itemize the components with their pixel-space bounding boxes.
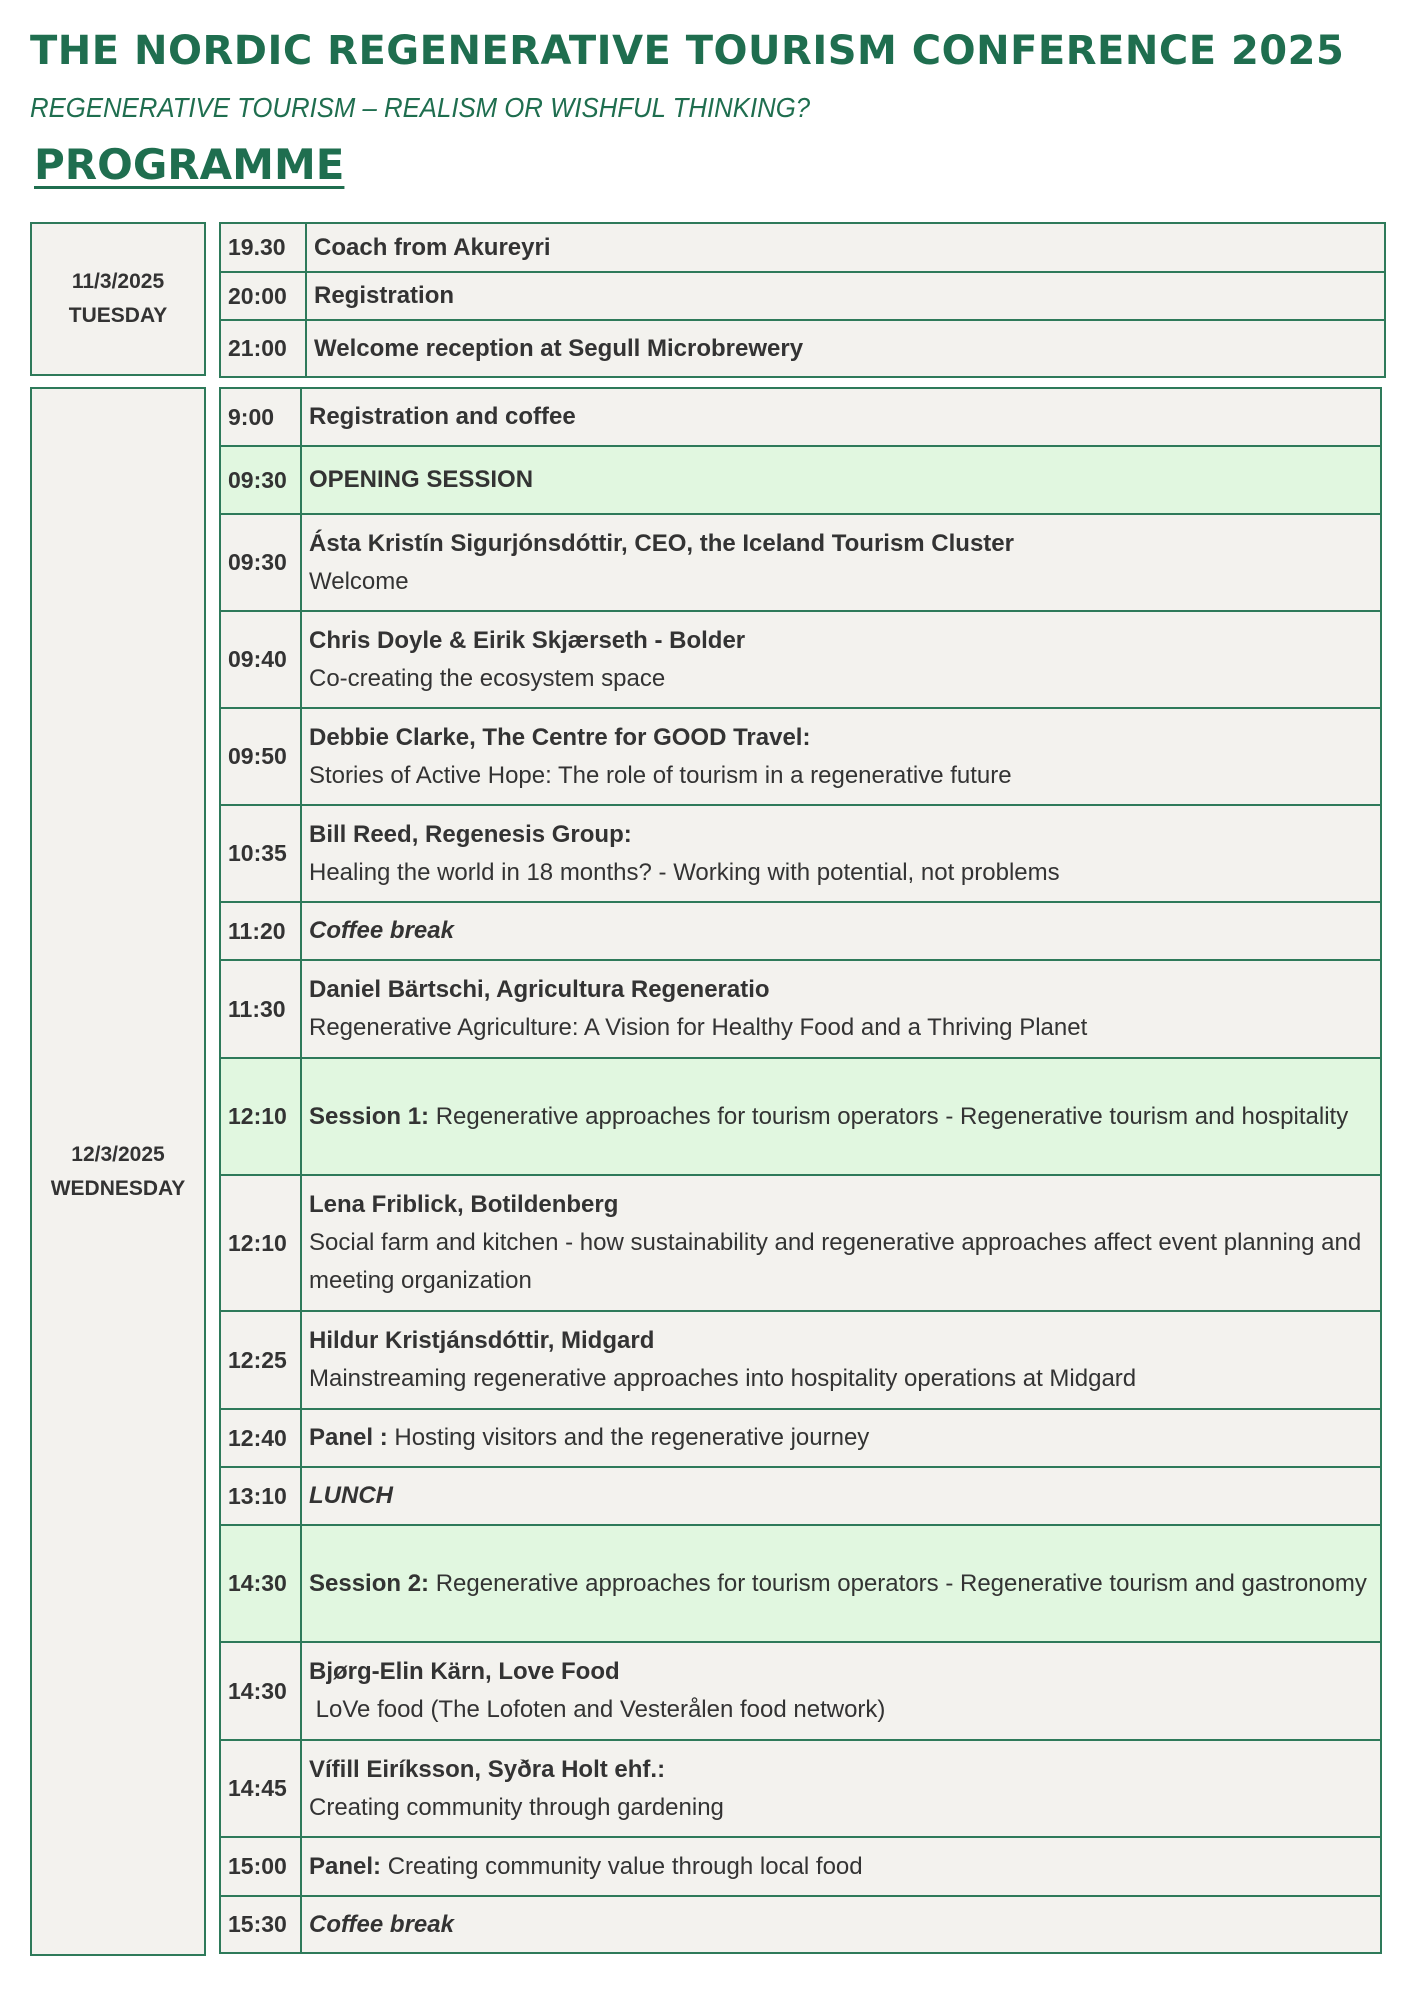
schedule-row: [220, 708, 1381, 805]
row-content: [301, 1740, 1381, 1837]
speaker-name: Hildur Kristjánsdóttir, Midgard: [309, 1327, 655, 1354]
schedule-row: [220, 1311, 1381, 1409]
row-time: 21:00: [220, 320, 306, 377]
schedule-row: [220, 446, 1381, 514]
schedule-row: [220, 960, 1381, 1058]
panel-label: Panel:: [309, 1852, 382, 1880]
schedule-row: [220, 1409, 1381, 1467]
row-time: 19.30: [220, 223, 306, 272]
speaker-name: Vífill Eiríksson, Syðra Holt ehf.:: [309, 1755, 666, 1783]
row-text: Coffee break: [301, 902, 1381, 960]
row-time: 15:00: [220, 1837, 301, 1896]
panel-text: Hosting visitors and the regenerative journey: [394, 1424, 870, 1451]
schedule-row: [220, 1642, 1381, 1740]
day1-weekday: TUESDAY: [68, 304, 168, 327]
session-text: Regenerative approaches for tourism operators - Regenerative tourism and hospitality: [435, 1102, 1349, 1130]
row-content: [301, 960, 1381, 1058]
row-content: [301, 1837, 1381, 1896]
speaker-name: Chris Doyle & Eirik Skjærseth - Bolder: [309, 626, 746, 654]
day2-schedule: [219, 387, 1382, 1954]
day1-schedule: [219, 222, 1386, 378]
session-text: Regenerative approaches for tourism operators - Regenerative tourism and gastronomy: [435, 1569, 1367, 1597]
row-time: 11:30: [220, 960, 301, 1058]
schedule-row: [220, 1058, 1381, 1175]
schedule-row: [220, 1175, 1381, 1311]
schedule-row: [220, 805, 1381, 902]
schedule-row: [220, 1896, 1381, 1953]
row-time: 12:10: [220, 1175, 301, 1311]
programme-heading: PROGRAMME: [34, 140, 345, 189]
row-time: 12:40: [220, 1409, 301, 1467]
speaker-name: Lena Friblick, Botildenberg: [309, 1191, 619, 1218]
talk-title: Creating community through gardening: [309, 1793, 724, 1821]
conference-title: THE NORDIC REGENERATIVE TOURISM CONFERENCE 2025: [30, 28, 1345, 74]
row-text: Coffee break: [301, 1896, 1381, 1953]
schedule-row: [220, 223, 1385, 272]
talk-title: LoVe food (The Lofoten and Vesterålen food network): [309, 1696, 886, 1723]
talk-title: Healing the world in 18 months? - Working with potential, not problems: [309, 858, 1060, 886]
talk-title: Social farm and kitchen - how sustainability and regenerative approaches affect event planning and meeting organization: [309, 1229, 1362, 1294]
speaker-name: Bill Reed, Regenesis Group:: [309, 820, 632, 848]
schedule-row: [220, 1837, 1381, 1896]
row-text: Welcome reception at Segull Microbrewery: [306, 320, 1385, 377]
panel-label: Panel :: [309, 1424, 388, 1451]
row-time: 14:30: [220, 1642, 301, 1740]
row-time: 9:00: [220, 388, 301, 446]
schedule-row: [220, 388, 1381, 446]
row-time: 09:40: [220, 611, 301, 708]
session-label: Session 1:: [309, 1102, 430, 1130]
row-time: 12:10: [220, 1058, 301, 1175]
row-time: 12:25: [220, 1311, 301, 1409]
day1-date: 11/3/2025: [71, 270, 165, 293]
row-time: 20:00: [220, 272, 306, 320]
row-time: 09:50: [220, 708, 301, 805]
row-time: 09:30: [220, 446, 301, 514]
row-content: [301, 805, 1381, 902]
row-time: 09:30: [220, 514, 301, 611]
session-title: [301, 1058, 1381, 1175]
row-time: 15:30: [220, 1896, 301, 1953]
schedule-row: [220, 611, 1381, 708]
row-content: [301, 1409, 1381, 1467]
talk-title: Mainstreaming regenerative approaches into hospitality operations at Midgard: [309, 1365, 1137, 1392]
opening-session-title: OPENING SESSION: [301, 446, 1381, 514]
day1-label: [30, 222, 206, 376]
session-title: [301, 1525, 1381, 1642]
row-text: Coach from Akureyri: [306, 223, 1385, 272]
talk-title: Stories of Active Hope: The role of tourism in a regenerative future: [309, 761, 1012, 789]
row-content: [301, 1642, 1381, 1740]
row-time: 14:30: [220, 1525, 301, 1642]
row-content: [301, 1175, 1381, 1311]
row-time: 10:35: [220, 805, 301, 902]
row-text: LUNCH: [301, 1467, 1381, 1525]
panel-text: Creating community value through local food: [387, 1852, 863, 1880]
day2-weekday: WEDNESDAY: [50, 1176, 186, 1200]
row-time: 14:45: [220, 1740, 301, 1837]
schedule-row: [220, 1525, 1381, 1642]
schedule-row: [220, 320, 1385, 377]
speaker-name: Ásta Kristín Sigurjónsdóttir, CEO, the Iceland Tourism Cluster: [309, 529, 1014, 557]
talk-title: Co-creating the ecosystem space: [309, 664, 666, 692]
row-text: Registration and coffee: [301, 388, 1381, 446]
row-time: 11:20: [220, 902, 301, 960]
schedule-row: [220, 514, 1381, 611]
schedule-row: [220, 1467, 1381, 1525]
row-content: [301, 708, 1381, 805]
day2-date: 12/3/2025: [71, 1142, 165, 1166]
talk-title: Regenerative Agriculture: A Vision for Healthy Food and a Thriving Planet: [309, 1014, 1088, 1041]
row-text: Registration: [306, 272, 1385, 320]
speaker-name: Bjørg-Elin Kärn, Love Food: [309, 1658, 620, 1685]
session-label: Session 2:: [309, 1569, 430, 1597]
row-content: [301, 1311, 1381, 1409]
row-content: [301, 611, 1381, 708]
row-time: 13:10: [220, 1467, 301, 1525]
schedule-row: [220, 1740, 1381, 1837]
speaker-name: Debbie Clarke, The Centre for GOOD Travel:: [309, 723, 811, 751]
schedule-row: [220, 272, 1385, 320]
conference-subtitle: REGENERATIVE TOURISM – REALISM OR WISHFUL THINKING?: [30, 92, 811, 123]
day2-label: [30, 387, 206, 1956]
row-content: [301, 514, 1381, 611]
talk-title: Welcome: [309, 567, 409, 595]
speaker-name: Daniel Bärtschi, Agricultura Regeneratio: [309, 976, 770, 1003]
schedule-row: [220, 902, 1381, 960]
